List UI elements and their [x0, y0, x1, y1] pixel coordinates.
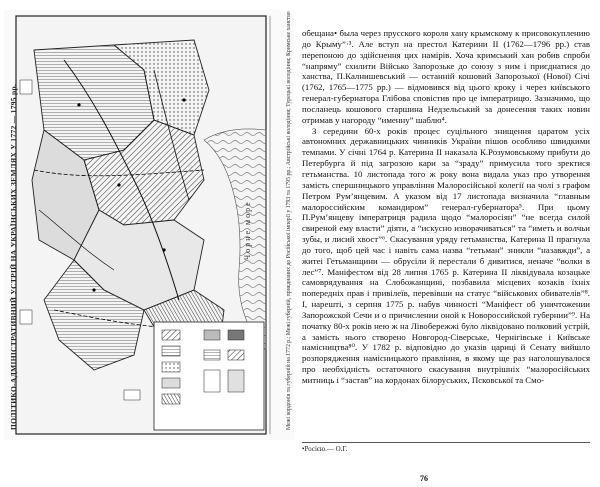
paragraph-2: З середини 60-х років процес суцільного знищення царатом усіх автономних державницьких чинників України пішов особливо швидкими темпами. У січні 1764 р. Катерина II наказала К.Розумовському прибути до Петербурга й під загрозою кари за “зраду” примусила того зректися гетьманства. 10 листопада того ж року вона видала указ про утворення замість спершницького управління Малоросійської колегії на чолі з графом Петром Рум’янцевим. А указом від 17 листопада визначила “главным малороссийским командиром” генерал-губернатора⁵. При цьому П.Рум’янцеву імператриця радила щодо “малоросіян” “не всегда силой свиреной ему власти” діяти, а “искусно изворачиваться” та “иметь и волчьи зубы, и лисий хвост”⁶. Скасування уряду гетьманства, Катерина II прагнула до того, щоб цей час і навіть сама назва “гетьман” зникли “назавжди”, а житеі Гетьманщини — обрусіли й перестали б дивитися, неначе “волки в лес”⁷. Маніфестом від 28 липня 1765 р. Катерина II ліквідувала козацьке самоврядування на Слобожанщині, позбавила місцевих козаків їхніх попередніх прав і привілеїв, перевівши на статус “військових обивателів”⁸. І, нарешті, з серпня 1775 р. набув чинності “Маніфест об уничтожении Запорожской Сечи и о причислении оной к Новороссийской губернии”⁹. На початку 80-х років нею ж на Лівобережжі було ліквідовано полковий устрій, а замість нього створено Новгород-Сіверське, Чернігівське і Київське намісництва⁸⁰. У 1782 р. відповідно до указів цариці й Сенату вийшло розпорядження намісницького правління, в якому ще раз наголошувалося про необхідність остаточного скасування внутрішніх “малоросійських митниць і “застав” на кордонах білоруських, Псковської та Смо-: [302, 125, 590, 385]
footnote: •Росією.— О.Г.: [302, 442, 590, 454]
paragraph-1: обещана• была через прусского короля хану крымскому к присовокуплению до Крыму”·³. Але вступ на престол Катерини II (1762—1796 рр.) став перепоною до здійснення цих намірів. Хоча кримський хан робив спроби “напряму” схилити Військо Запорозьке до союзу з ним і приєднатися до ханства, П.Калнишевський — останній кошовий Запорозької (Нової) Січі (1762, 1765—1775 рр.) — відмовився від цього кроку і через київського генерал-губернатора Глібова сповістив про це імператрицю. Зазначимо, що посланець кошового старшина Недзельський за донесення таких новин отримав у нагороду “именну” шаблю⁴.: [302, 28, 590, 125]
text-page: [302, 28, 590, 468]
page-number: 76: [420, 474, 428, 483]
map-title: ПОЛІТИКО-АДМІНІСТРАТИВНИЙ УСТРІЙ НА УКРАЇНСЬКИХ ЗЕМЛЯХ У 1772 — 1795 рр.: [9, 83, 18, 430]
map-caption: Межі кордонів та губерній на 1772 р.; Межі губерній, приєднаних до Російської імперії у 1793 та 1795 рр.; Австрійські володіння; Турецькі володіння; Кримське ханство: [286, 11, 292, 430]
map-page: [4, 10, 294, 440]
map-sea-label: Чорне море: [243, 200, 252, 260]
